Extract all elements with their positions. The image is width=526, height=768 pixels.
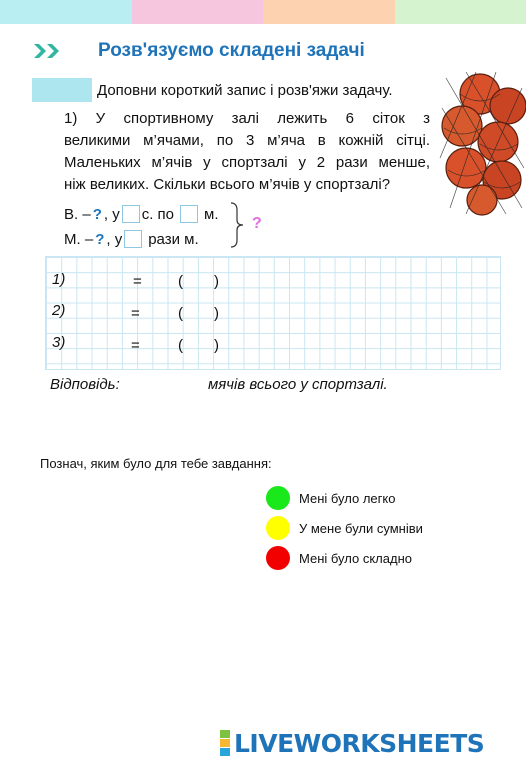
footer-brand-text: LIVEWORKSHEETS xyxy=(234,728,485,758)
record-small-prefix: М. – xyxy=(64,230,94,248)
total-question-mark: ? xyxy=(252,215,262,232)
problem-line-4: ніж великих. Скільки всього м’ячів у спортзалі? xyxy=(64,176,391,193)
footer-brand xyxy=(220,728,484,758)
rating-doubt-circle[interactable] xyxy=(266,516,290,540)
double-chevron-right-icon xyxy=(34,42,64,60)
instruction-highlight-box xyxy=(32,78,92,102)
solution-row-3-label: 3) xyxy=(52,334,66,351)
top-bar-segment-3 xyxy=(263,0,395,24)
rating-hard-circle[interactable] xyxy=(266,546,290,570)
rating-easy-circle[interactable] xyxy=(266,486,290,510)
problem-line-3: Маленьких м’ячів у спортзалі у 2 рази менше, xyxy=(64,154,430,171)
problem-text xyxy=(64,108,430,196)
record-big-mid: , у xyxy=(103,205,120,223)
solution-row-1-close-paren: ) xyxy=(214,273,219,290)
record-big-after-box2: м. xyxy=(204,205,219,223)
liveworksheets-logo-icon xyxy=(220,730,230,756)
answer-label: Відповідь: xyxy=(50,376,120,393)
top-color-bar xyxy=(0,0,526,24)
record-big-prefix: В. – xyxy=(64,205,91,223)
rating-prompt: Познач, яким було для тебе завдання: xyxy=(40,456,272,471)
record-big-question: ? xyxy=(92,205,102,223)
rating-doubt-label: У мене були сумніви xyxy=(299,521,423,536)
problem-line-2: великими м’ячами, по 3 м’яча в кожній сітці. xyxy=(64,132,430,149)
curly-brace-icon xyxy=(230,202,244,248)
nets-count-input[interactable] xyxy=(122,205,140,223)
record-small-after-box: рази м. xyxy=(148,230,199,248)
solution-row-1-open-paren: ( xyxy=(178,273,183,290)
solution-row-2-equals: = xyxy=(131,305,140,322)
top-bar-segment-1 xyxy=(0,0,132,24)
rating-easy-label: Мені було легко xyxy=(299,491,396,506)
solution-row-1-label: 1) xyxy=(52,271,66,288)
solution-row-2-open-paren: ( xyxy=(178,305,183,322)
solution-row-3-close-paren: ) xyxy=(214,337,219,354)
solution-row-2-close-paren: ) xyxy=(214,305,219,322)
instruction-text: Доповни короткий запис і розв'яжи задачу. xyxy=(97,82,393,99)
short-record-line-2 xyxy=(64,230,199,248)
solution-row-2-label: 2) xyxy=(52,302,66,319)
balls-per-net-input[interactable] xyxy=(180,205,198,223)
answer-rest-text: мячів всього у спортзалі. xyxy=(208,376,388,393)
page-title: Розв'язуємо складені задачі xyxy=(98,40,365,61)
solution-row-3-equals: = xyxy=(131,337,140,354)
times-less-input[interactable] xyxy=(124,230,142,248)
problem-line-1: 1) У спортивному залі лежить 6 сіток з xyxy=(64,110,430,127)
record-big-after-box1: с. по xyxy=(141,205,175,223)
basketballs-in-net-image xyxy=(436,68,526,216)
solution-row-1-equals: = xyxy=(133,273,142,290)
top-bar-segment-4 xyxy=(395,0,526,24)
top-bar-segment-2 xyxy=(132,0,264,24)
solution-grid xyxy=(45,256,501,370)
solution-row-3-open-paren: ( xyxy=(178,337,183,354)
short-record-line-1 xyxy=(64,205,219,223)
record-small-question: ? xyxy=(95,230,105,248)
record-small-mid: , у xyxy=(106,230,123,248)
rating-hard-label: Мені було складно xyxy=(299,551,412,566)
